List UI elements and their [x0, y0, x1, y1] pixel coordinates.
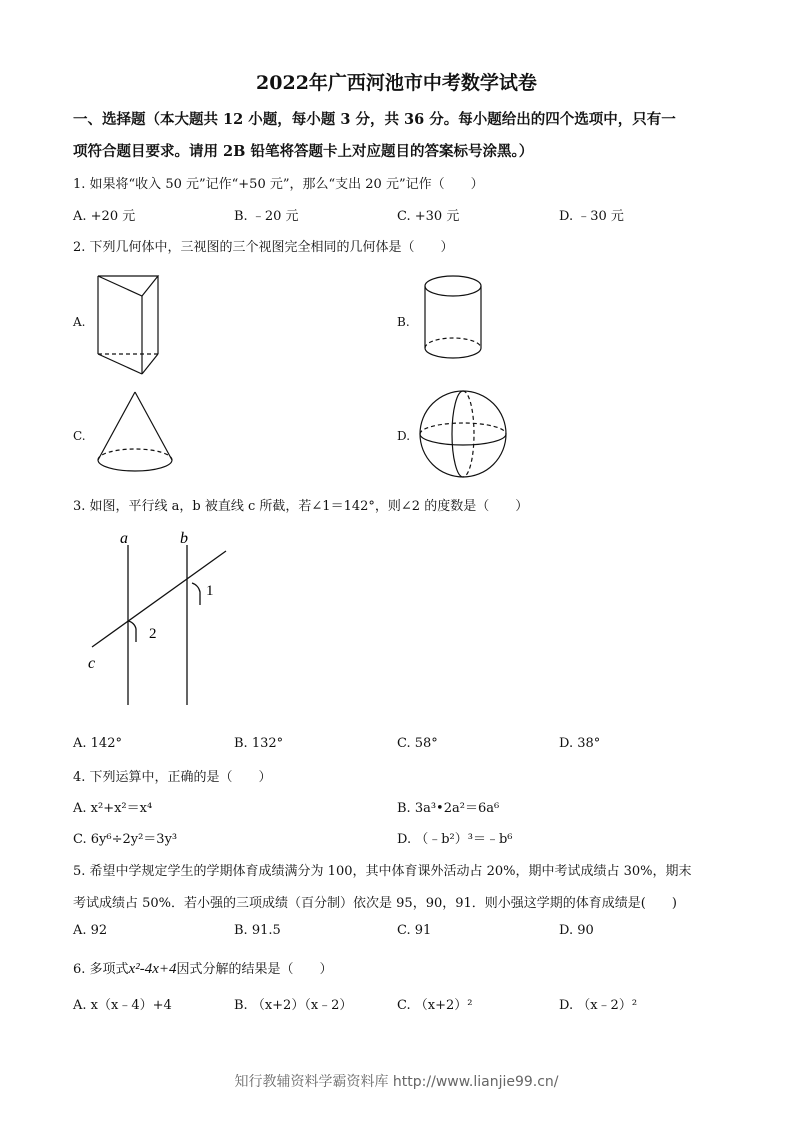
q2-label-a: A.	[73, 315, 86, 329]
q6-stem-prefix: 6. 多项式	[73, 962, 129, 977]
angle-1-label: 1	[206, 583, 214, 599]
q4-option-d: D. （﹣b²）³＝﹣b⁶	[397, 832, 513, 847]
q3-option-c: C. 58°	[397, 736, 438, 751]
q6-stem-suffix: 因式分解的结果是（ ）	[176, 962, 333, 977]
q2-stem: 2. 下列几何体中，三视图的三个视图完全相同的几何体是（ ）	[73, 240, 454, 255]
angle-2-label: 2	[149, 626, 157, 642]
q5-option-d: D. 90	[559, 923, 594, 938]
q2-label-c: C.	[73, 429, 86, 443]
cylinder-figure	[420, 272, 490, 367]
q6-expression: x²-4x+4	[128, 961, 177, 977]
q3-stem: 3. 如图，平行线 a，b 被直线 c 所截，若∠1＝142°，则∠2 的度数是（ ）	[73, 499, 529, 514]
q5-option-c: C. 91	[397, 923, 432, 938]
q3-option-d: D. 38°	[559, 736, 601, 751]
q5-stem-line2: 考试成绩占 50%．若小强的三项成绩（百分制）依次是 95，90，91．则小强这学期的体育成绩是( )	[73, 896, 677, 911]
label-c: c	[88, 655, 96, 672]
q6-option-b: B. （x+2）（x﹣2）	[234, 998, 353, 1013]
q2-label-d: D.	[397, 429, 411, 443]
q4-option-b: B. 3a³•2a²＝6a⁶	[397, 801, 500, 816]
q1-option-d: D. ﹣30 元	[559, 209, 624, 224]
q5-stem-line1: 5. 希望中学规定学生的学期体育成绩满分为 100，其中体育课外活动占 20%，期中考试成绩占 30%，期末	[73, 864, 692, 879]
q3-option-a: A. 142°	[73, 736, 122, 751]
q6-option-d: D. （x﹣2）²	[559, 998, 638, 1013]
footer-watermark: 知行教辅资料学霸资料库 http://www.lianjie99.cn/	[234, 1074, 559, 1090]
q1-option-b: B. ﹣20 元	[234, 209, 299, 224]
q4-option-a: A. x²+x²＝x⁴	[73, 801, 153, 816]
q3-option-b: B. 132°	[234, 736, 284, 751]
page-title: 2022年广西河池市中考数学试卷	[256, 72, 537, 94]
q5-option-a: A. 92	[73, 923, 108, 938]
q5-option-b: B. 91.5	[234, 923, 281, 938]
section-header-line2: 项符合题目要求。请用 2B 铅笔将答题卡上对应题目的答案标号涂黑。）	[73, 143, 534, 160]
section-header-line1: 一、选择题（本大题共 12 小题，每小题 3 分，共 36 分。每小题给出的四个选项中，只有一	[73, 111, 676, 128]
q1-option-c: C. +30 元	[397, 209, 460, 224]
q6-option-a: A. x（x﹣4）+4	[73, 998, 172, 1013]
q4-stem: 4. 下列运算中，正确的是（ ）	[73, 770, 272, 785]
q1-stem: 1. 如果将“收入 50 元”记作“+50 元”，那么“支出 20 元”记作（ ）	[73, 177, 484, 192]
sphere-figure	[418, 388, 508, 480]
label-b: b	[180, 530, 188, 547]
parallel-lines-figure	[80, 525, 240, 710]
label-a: a	[120, 530, 128, 547]
q6-option-c: C. （x+2）²	[397, 998, 473, 1013]
q2-label-b: B.	[397, 315, 410, 329]
q6-stem	[73, 958, 333, 978]
prism-figure	[90, 270, 170, 380]
q4-option-c: C. 6y⁶÷2y²＝3y³	[73, 832, 178, 847]
cone-figure	[92, 388, 182, 478]
q1-option-a: A. +20 元	[73, 209, 136, 224]
